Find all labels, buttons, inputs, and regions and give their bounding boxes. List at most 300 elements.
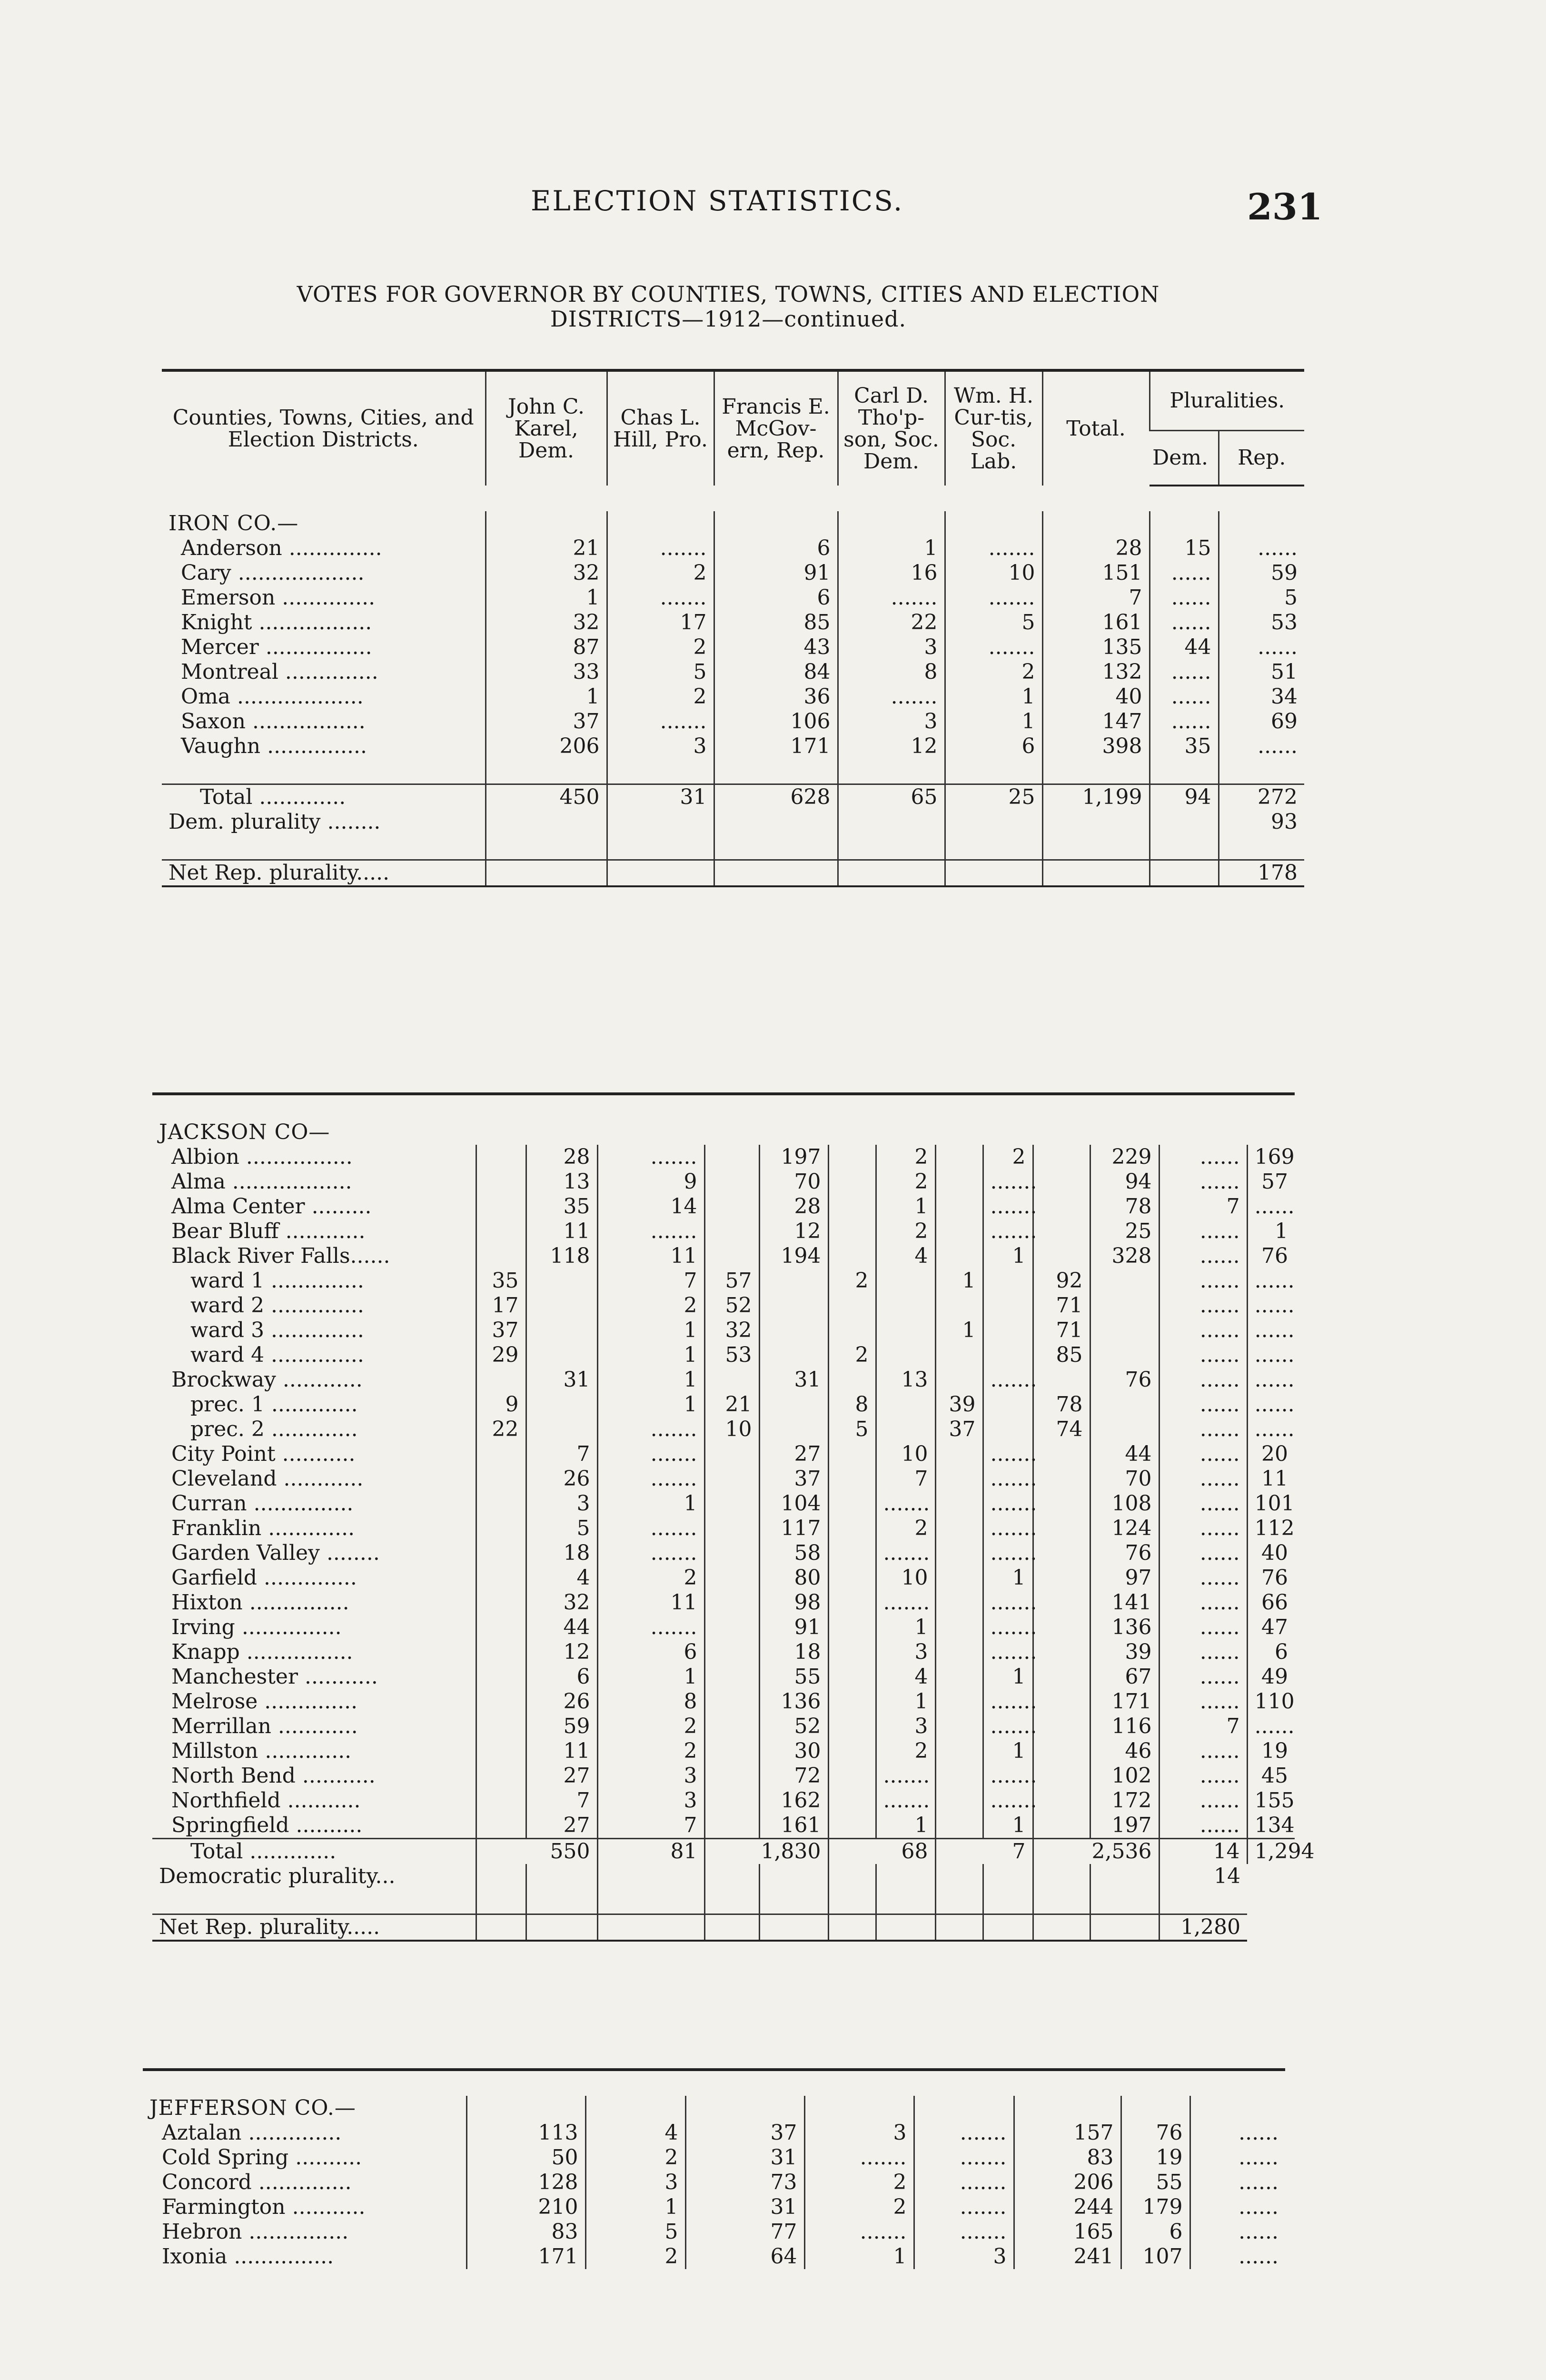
value-cell: ....... (983, 1219, 1033, 1244)
value-cell: 35 (526, 1194, 597, 1219)
value-cell: ...... (1190, 2121, 1285, 2145)
value-cell: ...... (1247, 1293, 1295, 1318)
value-cell: 98 (759, 1590, 828, 1615)
place-cell: Concord .............. (162, 2170, 352, 2194)
value-cell: 92 (1033, 1269, 1090, 1293)
value-cell: 112 (1247, 1516, 1295, 1541)
place-cell: Cary ................... (181, 561, 365, 585)
value-cell (935, 1615, 983, 1640)
value-cell: 78 (1090, 1194, 1159, 1219)
value-cell: 47 (1247, 1615, 1295, 1640)
value-cell: ...... (1150, 561, 1219, 585)
value-cell (476, 1145, 526, 1170)
value-cell: 1 (597, 1392, 704, 1417)
value-cell: 1 (597, 1368, 704, 1392)
value-cell: 2 (945, 660, 1042, 684)
value-cell (476, 1739, 526, 1764)
value-cell (935, 1640, 983, 1665)
value-cell: 2 (876, 1739, 935, 1764)
value-cell: 108 (1090, 1491, 1159, 1516)
value-cell: 2 (876, 1145, 935, 1170)
dotted-cell (526, 1914, 597, 1941)
value-cell (935, 1566, 983, 1590)
value-cell (935, 1368, 983, 1392)
value-cell: ...... (1159, 1467, 1247, 1491)
place-cell: Farmington ........... (162, 2195, 366, 2219)
value-cell (476, 1665, 526, 1689)
value-cell: 72 (759, 1764, 828, 1788)
value-cell (828, 1219, 876, 1244)
value-cell: 25 (945, 784, 1042, 810)
value-cell: 151 (1042, 561, 1150, 585)
value-cell (476, 1541, 526, 1566)
value-cell (935, 1714, 983, 1739)
value-cell: ...... (1159, 1566, 1247, 1590)
value-cell: 2 (828, 1269, 876, 1293)
value-cell: 87 (486, 635, 607, 660)
place-cell: prec. 1 ............. (190, 1392, 358, 1417)
value-cell: 3 (607, 734, 714, 759)
table-row (152, 1590, 1295, 1615)
value-cell: 76 (1247, 1566, 1295, 1590)
value-cell (828, 1541, 876, 1566)
value-cell (828, 1516, 876, 1541)
value-cell: 12 (838, 734, 945, 759)
value-cell (704, 1689, 759, 1714)
value-cell: ...... (1159, 1417, 1247, 1442)
caption-line-2: DISTRICTS—1912—continued. (550, 306, 907, 332)
table-row (152, 1442, 1295, 1467)
place-cell: Merrillan ............ (171, 1714, 358, 1738)
value-cell (704, 1516, 759, 1541)
value-cell (704, 1368, 759, 1392)
value-cell: ....... (607, 585, 714, 610)
value-cell: ...... (1247, 1269, 1295, 1293)
value-cell: 4 (526, 1566, 597, 1590)
value-cell (704, 1615, 759, 1640)
value-cell: 31 (685, 2195, 804, 2220)
value-cell (876, 1318, 935, 1343)
value-cell: 2,536 (1033, 1839, 1159, 1864)
value-cell (828, 1764, 876, 1788)
value-cell (935, 1491, 983, 1516)
table-row (152, 1219, 1295, 1244)
value-cell (704, 1541, 759, 1566)
value-cell (828, 1714, 876, 1739)
dotted-cell (983, 1914, 1033, 1941)
value-cell: 104 (759, 1491, 828, 1516)
header-thompson: Carl D. Tho'p-son, Soc. Dem. (838, 370, 945, 486)
place-cell: Millston ............. (171, 1739, 352, 1763)
value-cell: 39 (935, 1392, 983, 1417)
value-cell (876, 1269, 935, 1293)
value-cell (828, 1244, 876, 1269)
value-cell (704, 1813, 759, 1839)
table-row (143, 2195, 1285, 2220)
value-cell: 3 (804, 2121, 914, 2145)
value-cell: ....... (876, 1541, 935, 1566)
value-cell: ...... (1159, 1219, 1247, 1244)
value-cell: ...... (1159, 1343, 1247, 1368)
value-cell: 102 (1090, 1764, 1159, 1788)
header-curtis: Wm. H. Cur-tis, Soc. Lab. (945, 370, 1042, 486)
value-cell (476, 1442, 526, 1467)
table-row (162, 684, 1304, 709)
value-cell: 94 (1090, 1170, 1159, 1194)
dotted-cell (704, 1914, 759, 1941)
value-cell: 162 (759, 1788, 828, 1813)
value-cell: ....... (983, 1170, 1033, 1194)
value-cell: 27 (526, 1813, 597, 1839)
table-row (162, 536, 1304, 561)
value-cell: 1 (838, 536, 945, 561)
value-cell: 10 (876, 1442, 935, 1467)
value-cell (759, 1293, 828, 1318)
value-cell: 1 (983, 1244, 1033, 1269)
value-cell (876, 1417, 935, 1442)
value-cell: 206 (1014, 2170, 1121, 2195)
value-cell: 80 (759, 1566, 828, 1590)
value-cell: 1 (597, 1318, 704, 1343)
header-dem: Dem. (1150, 431, 1219, 486)
value-cell: ....... (876, 1788, 935, 1813)
value-cell: 11 (1247, 1467, 1295, 1491)
value-cell: 132 (1042, 660, 1150, 684)
value-cell (704, 1442, 759, 1467)
value-cell (935, 1813, 983, 1839)
value-cell (526, 1343, 597, 1368)
value-cell: 19 (1247, 1739, 1295, 1764)
value-cell: 1 (983, 1566, 1033, 1590)
dotted-cell (1042, 860, 1150, 887)
table-row (152, 1739, 1295, 1764)
value-cell: 628 (714, 784, 838, 810)
table-row (162, 561, 1304, 585)
value-cell (828, 1194, 876, 1219)
value-cell: 2 (597, 1293, 704, 1318)
value-cell: 40 (1247, 1541, 1295, 1566)
value-cell: 52 (704, 1293, 759, 1318)
value-cell: 28 (526, 1145, 597, 1170)
value-cell: 44 (526, 1615, 597, 1640)
value-cell: 2 (804, 2195, 914, 2220)
value-cell: 135 (1042, 635, 1150, 660)
value-cell: 1 (945, 709, 1042, 734)
value-cell (526, 1417, 597, 1442)
value-cell: 58 (759, 1541, 828, 1566)
value-cell: ...... (1150, 709, 1219, 734)
value-cell (1033, 1714, 1090, 1739)
dotted-cell (828, 1914, 876, 1941)
value-cell: 28 (1042, 536, 1150, 561)
value-cell (935, 1689, 983, 1714)
value-cell (983, 1318, 1033, 1343)
value-cell: 4 (876, 1665, 935, 1689)
place-cell: Knapp ................ (171, 1640, 353, 1664)
value-cell (476, 1566, 526, 1590)
value-cell: 5 (607, 660, 714, 684)
value-cell (828, 1615, 876, 1640)
value-cell (476, 1194, 526, 1219)
table-row (152, 1640, 1295, 1665)
place-cell: Garfield .............. (171, 1566, 357, 1590)
value-cell: ...... (1159, 1392, 1247, 1417)
value-cell: ...... (1150, 660, 1219, 684)
value-cell: 5 (585, 2220, 685, 2244)
value-cell: 74 (1033, 1417, 1090, 1442)
value-cell: ....... (597, 1417, 704, 1442)
value-cell: 57 (1247, 1170, 1295, 1194)
value-cell: 21 (486, 536, 607, 561)
value-cell: 398 (1042, 734, 1150, 759)
value-cell (476, 1467, 526, 1491)
value-cell: ....... (945, 635, 1042, 660)
value-cell: 49 (1247, 1665, 1295, 1689)
value-cell (1090, 1318, 1159, 1343)
value-cell: 165 (1014, 2220, 1121, 2244)
value-cell: ...... (1247, 1368, 1295, 1392)
value-cell: 67 (1090, 1665, 1159, 1689)
value-cell (935, 1467, 983, 1491)
table-row (152, 1170, 1295, 1194)
value-cell (1090, 1293, 1159, 1318)
value-cell: 84 (714, 660, 838, 684)
value-cell: 3 (597, 1764, 704, 1788)
value-cell (935, 1244, 983, 1269)
value-cell (983, 1343, 1033, 1368)
value-cell: 45 (1247, 1764, 1295, 1788)
spacer-row (152, 1889, 1295, 1914)
place-cell: Manchester ........... (171, 1665, 378, 1689)
value-cell (828, 1293, 876, 1318)
value-cell: ....... (876, 1491, 935, 1516)
value-cell: ...... (1247, 1417, 1295, 1442)
value-cell: 171 (1090, 1689, 1159, 1714)
table-row (162, 709, 1304, 734)
place-cell: Mercer ................ (181, 635, 372, 659)
value-cell: 2 (597, 1714, 704, 1739)
value-cell: 55 (1121, 2170, 1190, 2195)
value-cell: 1 (597, 1665, 704, 1689)
value-cell: 40 (1042, 684, 1150, 709)
value-cell (935, 1170, 983, 1194)
value-cell (1033, 1615, 1090, 1640)
value-cell (476, 1764, 526, 1788)
value-cell: 27 (526, 1764, 597, 1788)
value-cell: 81 (597, 1839, 704, 1864)
dotted-cell (1033, 1914, 1090, 1941)
value-cell: 241 (1014, 2244, 1121, 2269)
value-cell: ...... (1159, 1813, 1247, 1839)
value-cell: 19 (1121, 2145, 1190, 2170)
value-cell: 7 (935, 1839, 1033, 1864)
value-cell: ....... (983, 1442, 1033, 1467)
value-cell (983, 1392, 1033, 1417)
dotted-cell (607, 810, 714, 834)
value-cell (1033, 1467, 1090, 1491)
value-cell (476, 1219, 526, 1244)
table-row (162, 734, 1304, 759)
value-cell (704, 1714, 759, 1739)
value-cell: 117 (759, 1516, 828, 1541)
value-cell: ....... (983, 1590, 1033, 1615)
value-cell: 8 (838, 660, 945, 684)
dotted-cell (983, 1864, 1033, 1889)
place-cell: Curran ............... (171, 1491, 354, 1516)
value-cell: 450 (486, 784, 607, 810)
dem-plurality-row (162, 810, 1304, 834)
place-cell: ward 4 .............. (190, 1343, 364, 1367)
dotted-cell (476, 1914, 526, 1941)
value-cell: ....... (597, 1145, 704, 1170)
value-cell: 6 (1247, 1640, 1295, 1665)
table-row (152, 1566, 1295, 1590)
header-karel: John C. Karel, Dem. (486, 370, 607, 486)
value-cell: 6 (597, 1640, 704, 1665)
value-cell: ....... (804, 2220, 914, 2244)
value-cell (1033, 1590, 1090, 1615)
value-cell: 78 (1033, 1392, 1090, 1417)
value-cell (828, 1145, 876, 1170)
table-row (152, 1318, 1295, 1343)
value-cell: ....... (876, 1590, 935, 1615)
net-plurality-row (152, 1914, 1295, 1941)
value-cell: 44 (1150, 635, 1219, 660)
value-cell (876, 1293, 935, 1318)
place-cell: Net Rep. plurality..... (162, 860, 486, 887)
value-cell: 5 (1219, 585, 1304, 610)
spacer-row (162, 834, 1304, 860)
table-row (152, 1417, 1295, 1442)
value-cell: 70 (1090, 1467, 1159, 1491)
value-cell (828, 1318, 876, 1343)
value-cell: 194 (759, 1244, 828, 1269)
value-cell: 197 (759, 1145, 828, 1170)
page-number: 231 (1247, 186, 1323, 228)
value-cell: 46 (1090, 1739, 1159, 1764)
value-cell: 7 (876, 1467, 935, 1491)
value-cell: 31 (685, 2145, 804, 2170)
value-cell: ....... (597, 1219, 704, 1244)
value-cell: ....... (804, 2145, 914, 2170)
value-cell: 85 (714, 610, 838, 635)
value-cell: 1 (585, 2195, 685, 2220)
value-cell (1033, 1566, 1090, 1590)
place-cell: Irving ............... (171, 1615, 342, 1639)
value-cell: 7 (1042, 585, 1150, 610)
place-cell: Brockway ............ (171, 1368, 363, 1392)
value-cell: 210 (466, 2195, 585, 2220)
place-cell: Net Rep. plurality..... (152, 1914, 476, 1941)
value-cell: 28 (759, 1194, 828, 1219)
dotted-cell (1090, 1864, 1159, 1889)
value-cell (935, 1194, 983, 1219)
value-cell: 36 (714, 684, 838, 709)
value-cell: 51 (1219, 660, 1304, 684)
dotted-cell (1042, 810, 1150, 834)
value-cell (704, 1665, 759, 1689)
value-cell: 94 (1150, 784, 1219, 810)
value-cell (1090, 1269, 1159, 1293)
spacer-row (162, 759, 1304, 784)
value-cell (759, 1417, 828, 1442)
table-row (152, 1343, 1295, 1368)
value-cell: ...... (1159, 1145, 1247, 1170)
value-cell: 155 (1247, 1788, 1295, 1813)
dotted-cell (1150, 860, 1219, 887)
value-cell (526, 1392, 597, 1417)
value-cell: 15 (1150, 536, 1219, 561)
place-cell: Albion ................ (171, 1145, 353, 1169)
value-cell: ....... (983, 1368, 1033, 1392)
value-cell (935, 1145, 983, 1170)
dotted-cell (714, 860, 838, 887)
value-cell: 59 (526, 1714, 597, 1739)
value-cell: 39 (1090, 1640, 1159, 1665)
value-cell: 1 (597, 1491, 704, 1516)
jackson-county-table (152, 1092, 1315, 1942)
value-cell: ...... (1219, 536, 1304, 561)
jefferson-body (143, 2070, 1285, 2269)
table-row (162, 635, 1304, 660)
place-cell: Hixton ............... (171, 1590, 349, 1615)
table-row (152, 1145, 1295, 1170)
place-cell: Total ............. (162, 784, 486, 810)
value-cell: 32 (704, 1318, 759, 1343)
table-row (152, 1689, 1295, 1714)
value-cell: ...... (1190, 2195, 1285, 2220)
dotted-cell (607, 860, 714, 887)
value-cell (759, 1269, 828, 1293)
value-cell: 2 (828, 1343, 876, 1368)
table-row (162, 585, 1304, 610)
value-cell (828, 1467, 876, 1491)
table-row (143, 2170, 1285, 2195)
value-cell: 43 (714, 635, 838, 660)
value-cell: 7 (526, 1788, 597, 1813)
value-cell: ...... (1159, 1764, 1247, 1788)
value-cell (935, 1788, 983, 1813)
value-cell (476, 1813, 526, 1839)
table-row (162, 610, 1304, 635)
value-cell: 1 (486, 684, 607, 709)
value-cell: 9 (476, 1392, 526, 1417)
value-cell (704, 1194, 759, 1219)
table-row (152, 1269, 1295, 1293)
value-cell: 37 (476, 1318, 526, 1343)
value-cell: 106 (714, 709, 838, 734)
value-cell: 37 (685, 2121, 804, 2145)
net-plurality-row (162, 860, 1304, 887)
dotted-cell (935, 1914, 983, 1941)
table-row (152, 1293, 1295, 1318)
value-cell: 6 (945, 734, 1042, 759)
value-cell: 14 (1159, 1839, 1247, 1864)
value-cell: ...... (1159, 1788, 1247, 1813)
value-cell: 6 (714, 585, 838, 610)
value-cell: ...... (1247, 1318, 1295, 1343)
value-cell: 1 (935, 1269, 983, 1293)
value-cell: 8 (597, 1689, 704, 1714)
place-cell: Franklin ............. (171, 1516, 355, 1540)
value-cell: 124 (1090, 1516, 1159, 1541)
value-cell: ....... (983, 1491, 1033, 1516)
total-row (162, 784, 1304, 810)
value-cell: 7 (1159, 1194, 1247, 1219)
value-cell: 31 (759, 1368, 828, 1392)
value-cell: 171 (714, 734, 838, 759)
dotted-cell (597, 1864, 704, 1889)
